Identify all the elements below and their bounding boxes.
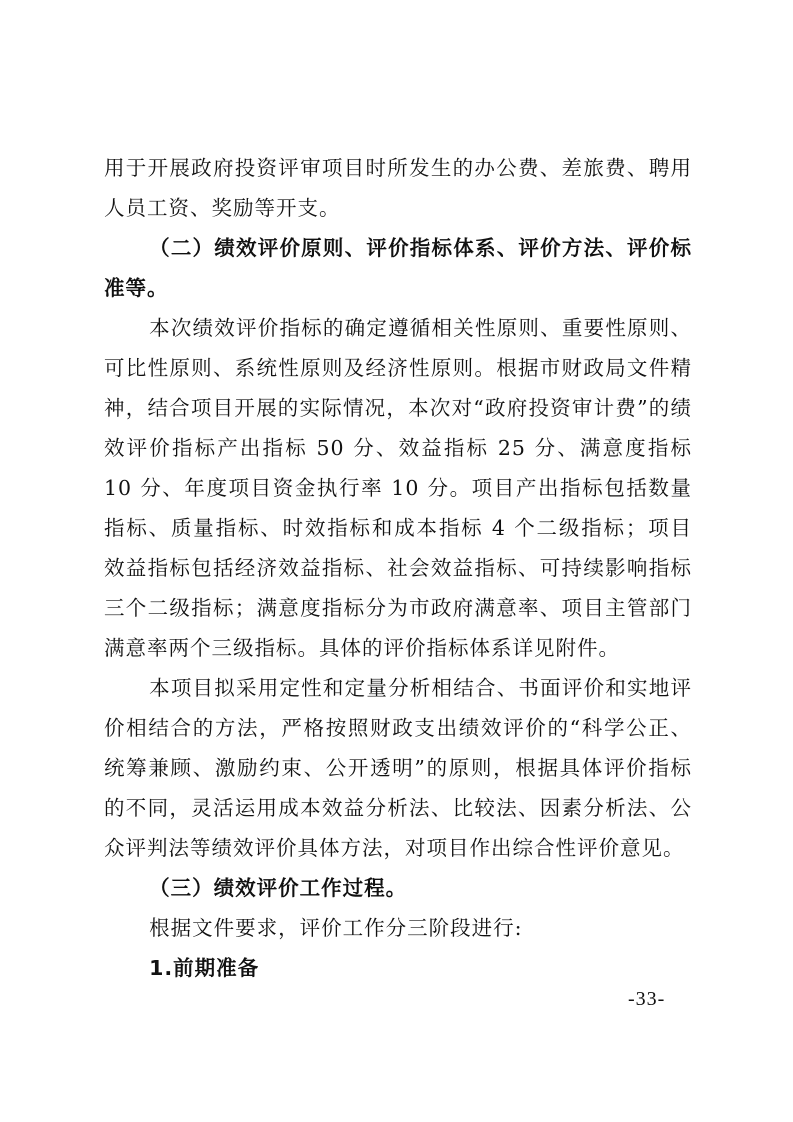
section-heading-principles: （二）绩效评价原则、评价指标体系、评价方法、评价标准等。	[104, 236, 692, 300]
paragraph-process-stages: 根据文件要求，评价工作分三阶段进行:	[149, 916, 523, 940]
paragraph-evaluation-methods: 本项目拟采用定性和定量分析相结合、书面评价和实地评价相结合的方法，严格按照财政支出绩效评价的“科学公正、统筹兼顾、激励约束、公开透明”的原则，根据具体评价指标的不同，灵活运用成本效益分析法、比较法、因素分析法、公众评判法等绩效评价具体方法，对项目作出综合性评价意见。	[104, 676, 692, 860]
page-number: -33-	[628, 988, 666, 1010]
paragraph-indicator-principles: 本次绩效评价指标的确定遵循相关性原则、重要性原则、可比性原则、系统性原则及经济性原则。根据市财政局文件精神，结合项目开展的实际情况，本次对“政府投资审计费”的绩效评价指标产出指标 50 分、效益指标 25 分、满意度指标 10 分、年度项目资金执行率 10 分。项目产出指标包括数量指标、质量指标、时效指标和成本指标 4 个二级指标；项目效益指标包括经济效益指标、社会效益指标、可持续影响指标三个二级指标；满意度指标分为市政府满意率、项目主管部门满意率两个三级指标。具体的评价指标体系详见附件。	[104, 316, 692, 660]
section-heading-process: （三）绩效评价工作过程。	[149, 876, 408, 900]
document-body	[104, 148, 692, 988]
paragraph-expense-usage: 用于开展政府投资评审项目时所发生的办公费、差旅费、聘用人员工资、奖励等开支。	[104, 156, 692, 220]
subheading-preparation: 1.前期准备	[149, 956, 260, 980]
